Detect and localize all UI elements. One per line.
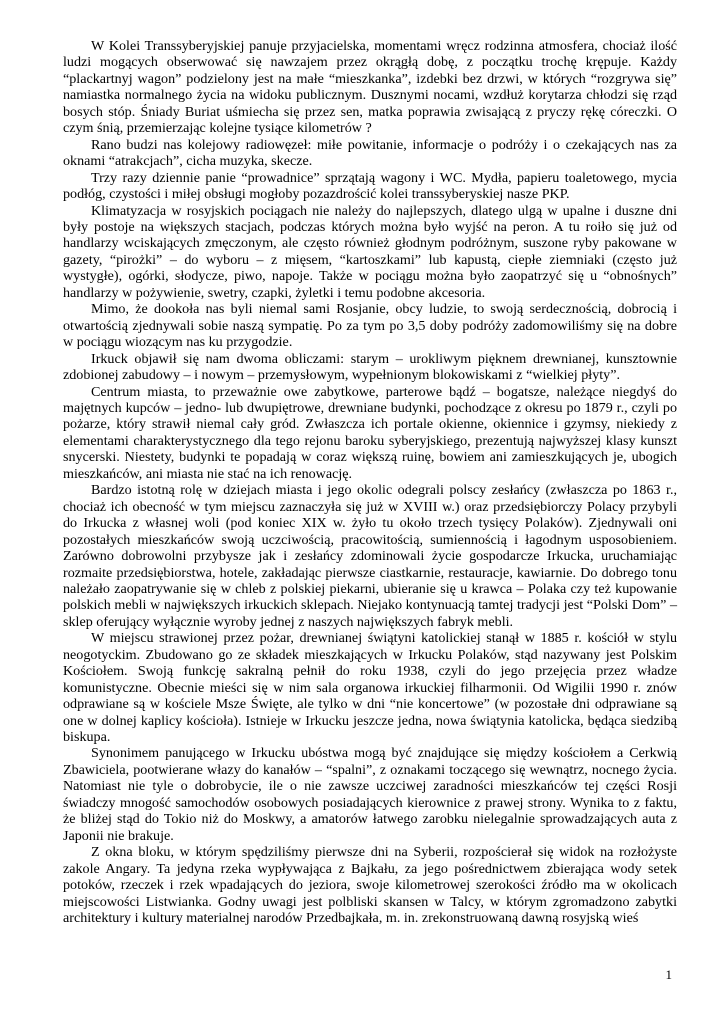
paragraph-11: Z okna bloku, w którym spędziliśmy pierwsze dni na Syberii, rozpościerał się widok na rozłożyste zakole Angary. Ta jedyna rzeka wypływająca z Bajkału, za jego pośrednictwem zbierająca wody setek potoków, rzeczek i rzek wpadających do jeziora, swoje kilometrowej szerokości źródło ma w okolicach miejscowości Listwianka. Godny uwagi jest polbliski skansen w Talcy, w którym zgromadzono zabytki architektury i kultury materialnej narodów Przedbajkała, m. in. zrekonstruowaną dawną rosyjską wieś bbox=[63, 844, 677, 927]
paragraph-9: W miejscu strawionej przez pożar, drewnianej świątyni katolickiej stanął w 1885 r. kościół w stylu neogotyckim. Zbudowano go ze składek mieszkających w Irkucku Polaków, stąd nazywany jest Polskim Kościołem. Swoją funkcję sakralną pełnił do roku 1938, czyli do jego przejęcia przez władze komunistyczne. Obecnie mieści się w nim sala organowa irkuckiej filharmonii. Od Wigilii 1990 r. znów odprawiane są w kościele Msze Święte, ale tylko w dni “nie koncertowe” (w pozostałe dni odprawiane są one w dolnej kaplicy kościoła). Istnieje w Irkucku jeszcze jedna, nowa świątynia katolicka, będąca siedzibą biskupa. bbox=[63, 630, 677, 746]
paragraph-6: Irkuck objawił się nam dwoma obliczami: starym – urokliwym pięknem drewnianej, kunsztownie zdobionej zabudowy – i nowym – przemysłowym, wypełnionym blokowiskami z “wielkiej płyty”. bbox=[63, 350, 677, 384]
paragraph-7: Centrum miasta, to przeważnie owe zabytkowe, parterowe bądź – bogatsze, należące niegdyś do majętnych kupców – jedno- lub dwupiętrowe, drewniane budynki, pochodzące z okresu po 1879 r., czyli po pożarze, który strawił niemal cały gród. Zwłaszcza ich portale okienne, okiennice i gzymsy, niekiedy z elementami charakterystycznego dla tego rejonu baroku syberyjskiego, prezentują najwyższej klasy kunszt snycerski. Niestety, budynki te popadają w coraz większą ruinę, bowiem ani zamieszkujących je, ubogich mieszkańców, ani miasta nie stać na ich renowację. bbox=[63, 383, 677, 482]
paragraph-5: Mimo, że dookoła nas byli niemal sami Rosjanie, obcy ludzie, to swoją serdecznością, dobrocią i otwartością zjednywali sobie naszą sympatię. Po za tym po 3,5 doby podróży zadomowiliśmy się na dobre w pociągu wiozącym nas ku przygodzie. bbox=[63, 301, 677, 351]
paragraph-10: Synonimem panującego w Irkucku ubóstwa mogą być znajdujące się między kościołem a Cerkwią Zbawiciela, pootwierane włazy do kanałów – “spalni”, z oznakami toczącego się wewnątrz, nocnego życia. Natomiast nie tyle o dobrobycie, ile o nie zawsze uczciwej zaradności mieszkańców tej części Rosji świadczy mnogość samochodów osobowych posiadających kierownice z prawej strony. Wynika to z faktu, że bliżej stąd do Tokio niż do Moskwy, a amatorów łatwego zarobku nielegalnie sprowadzających auta z Japonii nie brakuje. bbox=[63, 745, 677, 844]
document-body bbox=[63, 38, 677, 926]
paragraph-3: Trzy razy dziennie panie “prowadnice” sprzątają wagony i WC. Mydła, papieru toaletowego, mycia podłóg, czystości i miłej obsługi mogłoby pozazdrościć kolei transsyberyskiej nasze PKP. bbox=[63, 169, 677, 203]
paragraph-8: Bardzo istotną rolę w dziejach miasta i jego okolic odegrali polscy zesłańcy (zwłaszcza po 1863 r., chociaż ich obecność w tym miejscu zaznaczyła się już w XVIII w.) oraz przedsiębiorczy Polacy przybyli do Irkucka z własnej woli (pod koniec XIX w. żyło tu około trzech tysięcy Polaków). Zjednywali oni pozostałych mieszkańców swoją uczciwością, pracowitością, sumiennością i łagodnym usposobieniem. Zarówno dobrowolni przybysze jak i zesłańcy zdominowali życie gospodarcze Irkucka, uruchamiając rozmaite przedsiębiorstwa, hotele, zakładając pierwsze ciastkarnie, restauracje, kawiarnie. Do dobrego tonu należało zaopatrywanie się w chleb z polskiej piekarni, ubieranie się u krawca – Polaka czy też kupowanie polskich mebli w największych irkuckich sklepach. Niejako kontynuacją tamtej tradycji jest “Polski Dom” – sklep oferujący wyłącznie wyroby jednej z naszych największych fabryk mebli. bbox=[63, 482, 677, 630]
page-number: 1 bbox=[665, 967, 672, 982]
paragraph-4: Klimatyzacja w rosyjskich pociągach nie należy do najlepszych, dlatego ulgą w upalne i duszne dni były postoje na większych stacjach, podczas których można było wyjść na peron. A tu roiło się już od handlarzy wciskających zmęczonym, ale często również głodnym podróżnym, suszone ryby pakowane w gazety, “pirożki” – do wyboru – z mięsem, “kartoszkami” lub kapustą, ciepłe ziemniaki (często już wystygłe), ogórki, słodycze, piwo, napoje. Także w pociągu można było zaopatrzyć się u “obnośnych” handlarzy w pożywienie, swetry, czapki, żyletki i temu podobne akcesoria. bbox=[63, 202, 677, 301]
paragraph-2: Rano budzi nas kolejowy radiowęzeł: miłe powitanie, informacje o podróży i o czekających nas za oknami “atrakcjach”, cicha muzyka, skecze. bbox=[63, 136, 677, 170]
paragraph-1: W Kolei Transsyberyjskiej panuje przyjacielska, momentami wręcz rodzinna atmosfera, chociaż ilość ludzi mogących obserwować się nawzajem przez okrągłą dobę, z początku trochę krępuje. Każdy “plackartnyj wagon” podzielony jest na małe “mieszkanka”, izdebki bez drzwi, w których “rozgrywa się” namiastka normalnego życia na widoku publicznym. Dusznymi nocami, wzdłuż korytarza chłodzi się rząd bosych stóp. Śniady Buriat uśmiecha się przez sen, matka poprawia zwisającą z pryczy rękę córeczki. O czym śnią, przemierzając kolejne tysiące kilometrów ? bbox=[63, 38, 677, 137]
